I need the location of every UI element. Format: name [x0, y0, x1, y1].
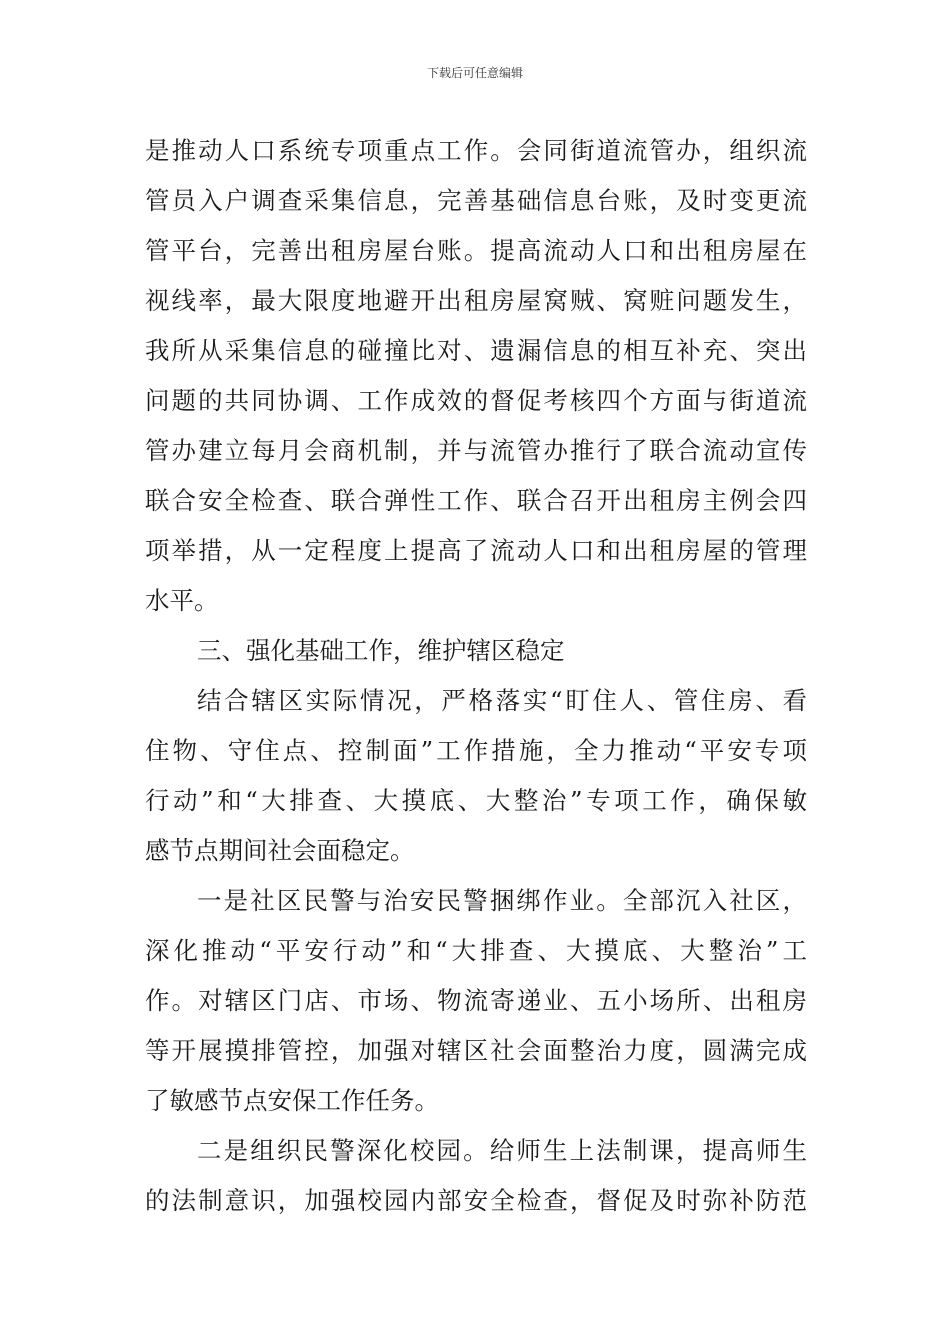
text-line: 行动”和“大排查、大摸底、大整治”专项工作，确保敏: [145, 786, 807, 815]
paragraph: [145, 876, 807, 1126]
text-line: 住物、守住点、控制面”工作措施，全力推动“平安专项: [145, 736, 807, 765]
text-line: 视线率，最大限度地避开出租房屋窝贼、窝赃问题发生，: [145, 286, 807, 315]
paragraph: [145, 1126, 807, 1226]
text-line: 的法制意识，加强校园内部安全检查，督促及时弥补防范: [145, 1186, 807, 1215]
document-body: [145, 126, 807, 1226]
paragraph: [145, 676, 807, 876]
text-line: 水平。: [145, 586, 219, 615]
text-line: 问题的共同协调、工作成效的督促考核四个方面与街道流: [145, 386, 807, 415]
text-line: 项举措，从一定程度上提高了流动人口和出租房屋的管理: [145, 536, 807, 565]
text-line: 管平台，完善出租房屋台账。提高流动人口和出租房屋在: [145, 236, 807, 265]
page-header: 下载后可任意编辑: [426, 66, 523, 80]
text-line: 二是组织民警深化校园。给师生上法制课，提高师生: [197, 1136, 807, 1165]
text-line: 作。对辖区门店、市场、物流寄递业、五小场所、出租房: [145, 986, 807, 1015]
text-line: 等开展摸排管控，加强对辖区社会面整治力度，圆满完成: [145, 1036, 807, 1065]
text-line: 我所从采集信息的碰撞比对、遗漏信息的相互补充、突出: [145, 336, 807, 365]
heading-line: 三、强化基础工作，维护辖区稳定: [197, 636, 565, 665]
text-line: 感节点期间社会面稳定。: [145, 836, 415, 865]
paragraph: [145, 126, 807, 626]
text-line: 一是社区民警与治安民警捆绑作业。全部沉入社区，: [197, 886, 807, 915]
text-line: 管办建立每月会商机制，并与流管办推行了联合流动宣传: [145, 436, 807, 465]
text-line: 是推动人口系统专项重点工作。会同街道流管办，组织流: [145, 136, 807, 165]
text-line: 了敏感节点安保工作任务。: [145, 1086, 439, 1115]
text-line: 管员入户调查采集信息，完善基础信息台账，及时变更流: [145, 186, 807, 215]
text-line: 联合安全检查、联合弹性工作、联合召开出租房主例会四: [145, 486, 807, 515]
text-line: 深化推动“平安行动”和“大排查、大摸底、大整治”工: [145, 936, 807, 965]
section-heading: [145, 626, 807, 676]
text-line: 结合辖区实际情况，严格落实“盯住人、管住房、看: [197, 686, 807, 715]
